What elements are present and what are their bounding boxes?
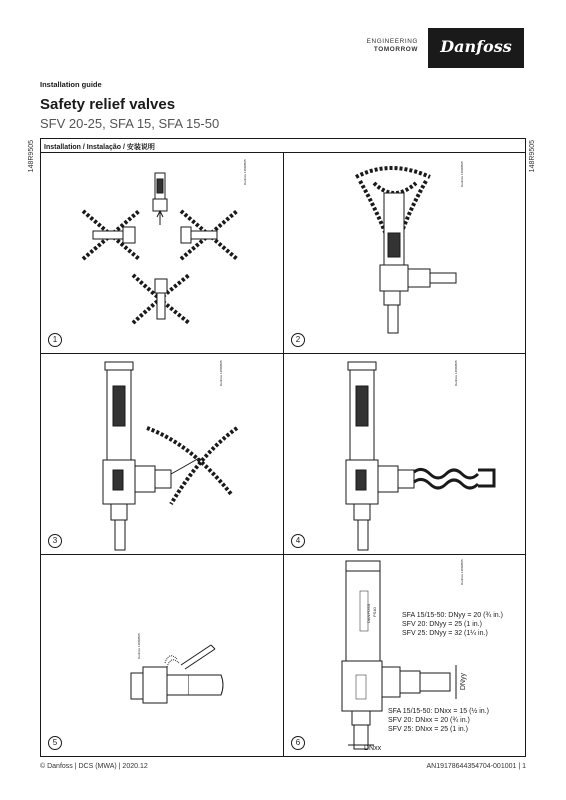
figure-code-label: Danfoss 148R9505 xyxy=(460,559,464,585)
document-subtitle: SFV 20-25, SFA 15, SFA 15-50 xyxy=(40,116,220,131)
document-type: Installation guide xyxy=(40,80,102,89)
step-5-cell xyxy=(41,555,283,756)
step-number-badge: 1 xyxy=(48,333,62,347)
step-number-badge: 3 xyxy=(48,534,62,548)
footer-copyright: © Danfoss | DCS (MWA) | 2020.12 xyxy=(40,763,148,770)
side-code-left: 148R9505 xyxy=(28,140,35,173)
figure-code-label: Danfoss 148R9505 xyxy=(137,633,141,659)
valve-tilt-diagram-icon xyxy=(284,153,526,354)
figure-code-label: Danfoss 148R9505 xyxy=(243,159,247,185)
pipe-support-diagram-icon xyxy=(284,354,526,555)
valve-body-label: DANFOSS xyxy=(366,603,371,623)
step-4-cell xyxy=(283,354,525,555)
document-title: Safety relief valves xyxy=(40,96,176,113)
outlet-spec-line: SFA 15/15-50: DNyy = 20 (¾ in.) xyxy=(402,612,503,619)
installation-panel xyxy=(40,138,526,757)
figure-code-label: Danfoss 148R9505 xyxy=(219,360,223,386)
step-3-cell xyxy=(41,354,283,555)
outlet-spec-list xyxy=(402,611,503,638)
no-side-load-diagram-icon xyxy=(41,354,283,555)
inlet-spec-line: SFV 25: DNxx = 25 (1 in.) xyxy=(388,726,468,733)
panel-header: Installation / Instalação / 安装说明 xyxy=(41,139,525,153)
inlet-spec-line: SFV 20: DNxx = 20 (¾ in.) xyxy=(388,717,470,724)
step-number-badge: 6 xyxy=(291,736,305,750)
dnyy-label: DNyy xyxy=(460,673,467,691)
step-grid xyxy=(41,153,525,756)
inlet-spec-line: SFA 15/15-50: DNxx = 15 (½ in.) xyxy=(388,708,489,715)
figure-code-label: Danfoss 148R9505 xyxy=(454,360,458,386)
step-1-cell xyxy=(41,153,283,354)
footer-document-id: AN19178644354704-001001 | 1 xyxy=(426,763,526,770)
step-2-cell xyxy=(283,153,525,354)
step-6-cell xyxy=(283,555,525,756)
danfoss-logo xyxy=(428,28,524,68)
outlet-spec-line: SFV 20: DNyy = 25 (1 in.) xyxy=(402,621,482,628)
valve-body-label: PS40 xyxy=(372,607,377,617)
step-number-badge: 5 xyxy=(48,736,62,750)
side-code-right: 148R9505 xyxy=(529,140,536,173)
tagline-line-1: ENGINEERING xyxy=(366,38,418,45)
logo-text: Danfoss xyxy=(440,37,512,56)
figure-code-label: Danfoss 148R9505 xyxy=(460,161,464,187)
brand-tagline xyxy=(367,38,418,54)
dnxx-label: DNxx xyxy=(364,745,382,752)
step-number-badge: 2 xyxy=(291,333,305,347)
outlet-spec-line: SFV 25: DNyy = 32 (1¼ in.) xyxy=(402,630,488,637)
inlet-spec-list xyxy=(388,707,489,734)
step-number-badge: 4 xyxy=(291,534,305,548)
tagline-line-2: TOMORROW xyxy=(373,46,418,53)
welding-diagram-icon xyxy=(41,555,283,756)
